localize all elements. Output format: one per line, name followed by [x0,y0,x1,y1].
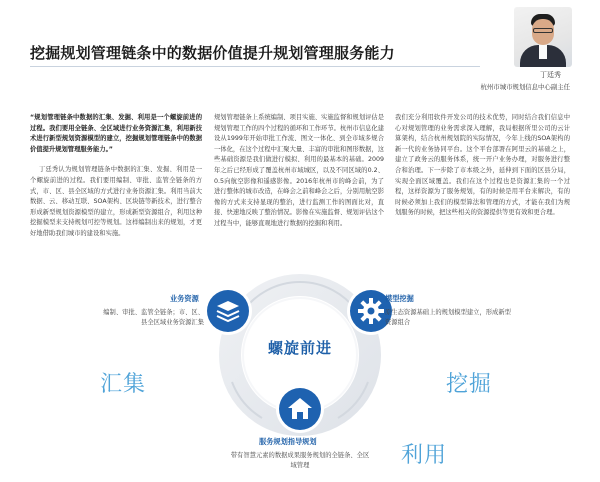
author-title: 杭州市城市规划信息中心副主任 [480,83,570,91]
word-use: 利用 [401,443,448,468]
author-photo [514,7,572,67]
word-collect: 汇集 [100,372,147,397]
center-label: 螺旋前进 [267,339,332,357]
text-column-3 [395,113,570,219]
title-divider [30,66,480,67]
body-paragraph: 我们充分利用软件开发公司的技术优势，同时结合我们信息中心对规划管理的业务需求深入理解，我局根据所里公司的云计算架构，结合杭州规划院的实际情况，今年上线的SOA架构的新一代的业务协同平台。这个平台部署在阿里云的基础之上，建立了政务云的服务体系，统一开户业务办理，对服务进行整合和治理。下一步除了市本级之外，延伸到下面的区县分局，实现全面区域覆盖。我们在这个过程也是资源汇集的一个过程，这样资源为了服务规划，有的时候是用平台来解决，有的时候必须加上我们的模型算法和管理的方式，才能在我们为规划服务的时候，把这些相关的资源提供等更有效和更合理。 [395,114,570,217]
service-planning-desc: 带有智慧元素的数据成果服务规划的全链条、全区域管理 [230,452,370,469]
body-paragraph: 丁廷秀认为规划管理链条中数据的汇集、发掘、利用是一个螺旋前进的过程。我们要用编制、审批、监管全链条的方式，市、区、县全区域的方式进行业务资源汇集。利用当前大数据、云、移动互联、SOA架构、区块链等新技术，进行整合形成新型规划资源模型的建立，形成新型资源组合，利用这种挖掘模型来支持规划可控等规划。这样编制出来的规划，才更好地借助我们城市的建设和实施。 [30,166,202,237]
page-title: 挖掘规划管理链条中的数据价值提升规划管理服务能力 [30,44,395,62]
home-icon [279,388,321,430]
author-name: 丁廷秀 [540,71,561,79]
model-mining-title: 模型挖掘 [385,294,414,303]
spiral-diagram [0,270,600,482]
body-paragraph: 规划管理链条上系统编制、项目实施、实施监督和规划评估是规划管理工作的四个过程的循环和工作环节。杭州市信息化建设从1999年开始审批工作流、图文一体化、到全市域多规合一体化，在这个过程中汇聚大量、丰富的审批和图形数据，这些基础资源是我们做进行模拟、利用的最基本的基础。2009年之后已经形成了覆盖杭州市域城区，以及不同区域的0.2、0.5向航空影像和遥感影像。2016年杭州市的峰会前，为了进行整体的城市改造，在峰会之前和峰会之后，分别用航空影像的方式来支持显现的整治，进行监测工作的图面比对，直接、快速地反映了整治情况。影像在实施监督、规划评估这个过程当中，能够直观地进行数据的挖掘和利用。 [214,114,385,227]
pull-quote: “规划管理链条中数据的汇集、发掘、利用是一个螺旋前进的过程。我们要用全链条、全区域进行业务资源汇集，利用新技术进行新型规划资源模型的建立，挖掘规划管理链条中的数据价值提升规划管理服务能力。” [30,114,202,153]
text-column-1 [30,113,202,240]
layers-icon [207,290,249,332]
service-planning-title: 服务规划指导规划 [259,437,317,446]
text-column-2 [214,113,384,230]
model-mining-desc: 原生态资源基础上的规划模型建立，形成新型资源组合 [385,309,511,326]
business-resource-title: 业务资源 [170,294,199,303]
business-resource-desc: 编制、审批、监管全链条；市、区、县全区域业务资源汇集 [103,309,204,326]
word-mine: 挖掘 [446,372,493,397]
